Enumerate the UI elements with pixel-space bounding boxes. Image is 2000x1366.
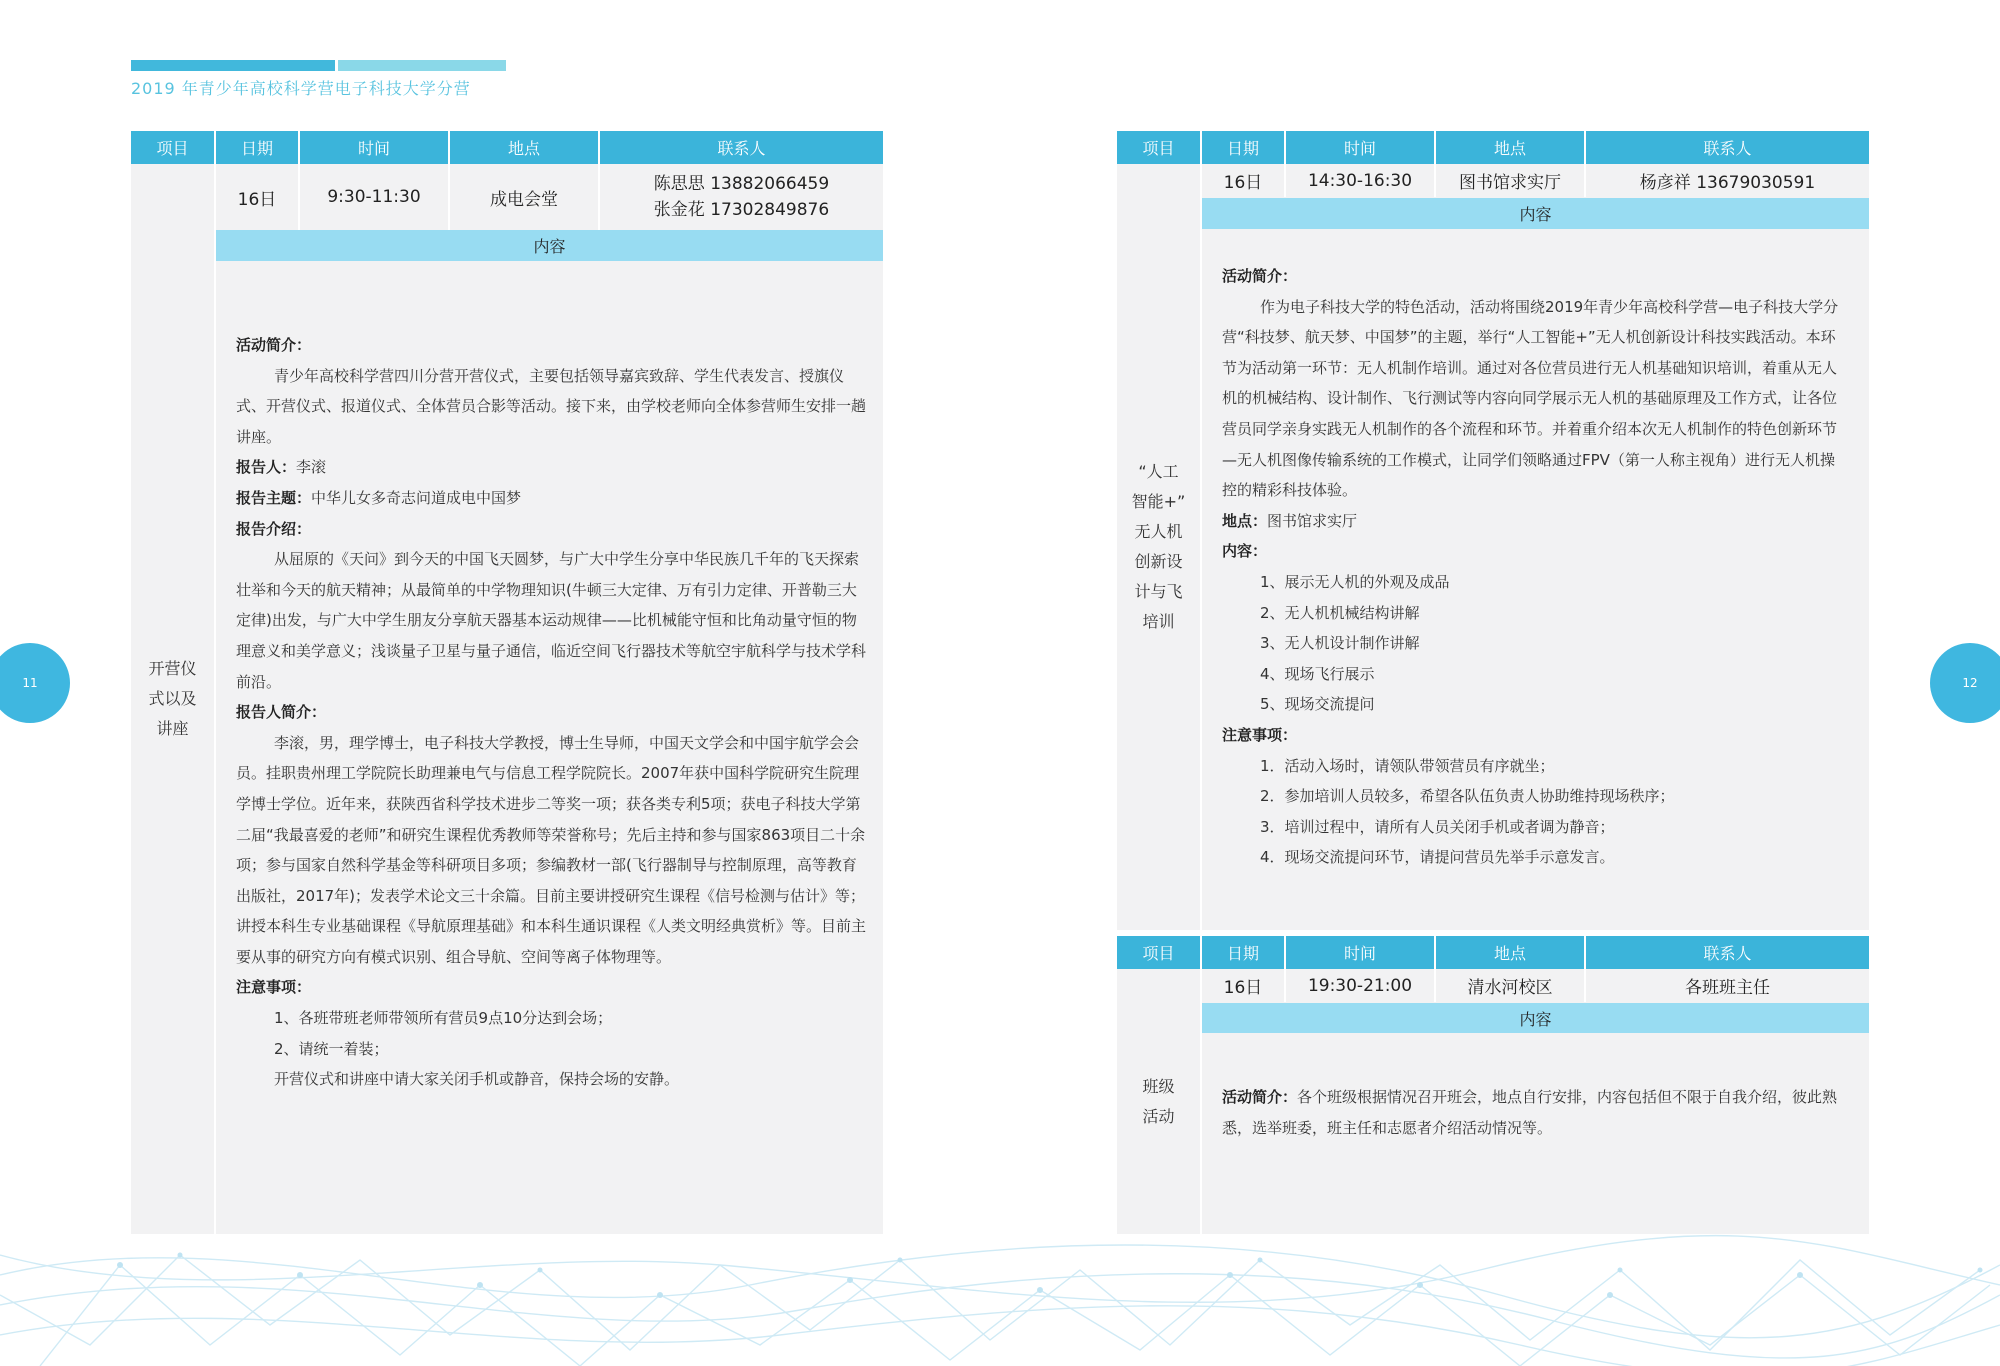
right1-note-item: 3．培训过程中，请所有人员关闭手机或者调为静音；	[1260, 817, 1615, 836]
right1-item-line: 创新设	[1134, 552, 1183, 571]
col-header-item: 项目	[131, 131, 216, 164]
right1-content-label: 内容：	[1222, 542, 1268, 561]
right1-time: 14:30-16:30	[1286, 164, 1436, 197]
right1-item-line: 智能+”	[1131, 492, 1186, 511]
left-content-body	[236, 330, 866, 1095]
right1-content-item: 3、无人机设计制作讲解	[1260, 634, 1420, 653]
left-reporter: 李滚	[296, 458, 327, 477]
right1-intro-label: 活动简介：	[1222, 267, 1298, 285]
right1-content-item: 4、现场飞行展示	[1260, 664, 1375, 683]
header-bar-primary	[131, 60, 335, 71]
right1-note-item: 1．活动入场时，请领队带领营员有序就坐；	[1260, 756, 1555, 775]
left-bio-label: 报告人简介：	[236, 703, 327, 722]
left-note-item: 2、请统一着装；	[274, 1039, 389, 1058]
right2-content-header: 内容	[1202, 1003, 1869, 1033]
right1-content-item: 1、展示无人机的外观及成品	[1260, 572, 1450, 591]
header-bar-secondary	[338, 60, 506, 71]
left-contact-1: 陈思思 13882066459	[653, 174, 830, 194]
right2-time: 19:30-21:00	[1286, 969, 1436, 1002]
right1-intro: 作为电子科技大学的特色活动，活动将围绕2019年青少年高校科学营—电子科技大学分营“科技梦、航天梦、中国梦”的主题，举行“人工智能+”无人机创新设计科技实践活动。本环节为活动第一环节：无人机制作培训。通过对各位营员进行无人机基础知识培训，着重从无人机的机械结构、设计制作、飞行测试等内容向同学展示无人机的基础原理及工作方式，让各位营员同学亲身实践无人机制作的各个流程和环节。并着重介绍本次无人机制作的特色创新环节—无人机图像传输系统的工作模式，让同学们领略通过FPV（第一人称主视角）进行无人机操控的精彩科技体验。	[1222, 297, 1839, 500]
right2-item-name	[1142, 1072, 1174, 1132]
right2-date: 16日	[1202, 969, 1286, 1002]
right1-place: 图书馆求实厅	[1436, 164, 1586, 197]
col-header-contact: 联系人	[717, 139, 766, 158]
left-item-line: 式以及	[148, 689, 197, 708]
left-place: 成电会堂	[450, 164, 600, 230]
left-note-item: 开营仪式和讲座中请大家关闭手机或静音，保持会场的安静。	[274, 1070, 680, 1089]
left-table-header	[131, 131, 883, 164]
left-time: 9:30-11:30	[300, 164, 450, 230]
left-item-line: 讲座	[156, 719, 189, 738]
right2-item-cell	[1117, 969, 1202, 1234]
right2-table-header	[1117, 936, 1869, 969]
right1-note-item: 4．现场交流提问环节，请提问营员先举手示意发言。	[1260, 848, 1615, 867]
right1-content-body	[1222, 261, 1847, 873]
left-content-header: 内容	[216, 230, 883, 261]
right1-item-line: 培训	[1142, 612, 1175, 631]
right1-item-line: “人工	[1138, 462, 1179, 481]
col-header-time: 时间	[300, 131, 450, 164]
right1-item-cell	[1117, 164, 1202, 930]
right2-intro: 各个班级根据情况召开班会，地点自行安排，内容包括但不限于自我介绍，彼此熟悉，选举班委，班主任和志愿者介绍活动情况等。	[1222, 1088, 1838, 1137]
right2-place: 清水河校区	[1436, 969, 1586, 1002]
col-header-item: 项目	[1117, 131, 1202, 164]
left-item-line: 开营仪	[148, 659, 197, 678]
right1-note-item: 2．参加培训人员较多，希望各队伍负责人协助维持现场秩序；	[1260, 787, 1675, 806]
right2-item-line: 班级	[1142, 1076, 1175, 1096]
right1-content-item: 2、无人机机械结构讲解	[1260, 603, 1420, 622]
col-header-contact: 联系人	[1703, 139, 1752, 158]
left-topic-label: 报告主题：	[236, 488, 312, 507]
right1-item-name	[1132, 457, 1186, 637]
left-bio: 李滚，男，理学博士，电子科技大学教授，博士生导师，中国天文学会和中国宇航学会会员。挂职贵州理工学院院长助理兼电气与信息工程学院院长。2007年获中国科学院研究生院理学博士学位。近年来，获陕西省科学技术进步二等奖一项；获各类专利5项；获电子科技大学第二届“我最喜爱的老师”和研究生课程优秀教师等荣誉称号；先后主持和参与国家863项目二十余项；参与国家自然科学基金等科研项目多项；参编教材一部(飞行器制导与控制原理，高等教育出版社，2017年)；发表学术论文三十余篇。目前主要讲授研究生课程《信号检测与估计》等；讲授本科生专业基础课程《导航原理基础》和本科生通识课程《人类文明经典赏析》等。目前主要从事的研究方向有模式识别、组合导航、空间等离子体物理等。	[236, 733, 867, 966]
left-report-intro-label: 报告介绍：	[236, 519, 312, 538]
col-header-date: 日期	[216, 131, 300, 164]
right1-content-header: 内容	[1202, 198, 1869, 229]
col-header-place: 地点	[1436, 936, 1586, 969]
right1-contact: 杨彦祥 13679030591	[1639, 173, 1816, 193]
left-report-intro: 从屈原的《天问》到今天的中国飞天圆梦，与广大中学生分享中华民族几千年的飞天探索壮举和今天的航天精神；从最简单的中学物理知识(牛顿三大定律、万有引力定律、开普勒三大定律)出发，与广大中学生朋友分享航天器基本运动规律——比机械能守恒和比角动量守恒的物理意义和美学意义；浅谈量子卫星与量子通信，临近空间飞行器技术等航空宇航科学与技术学科前沿。	[236, 550, 867, 691]
right2-contact: 各班班主任	[1685, 978, 1770, 998]
right1-table-header	[1117, 131, 1869, 164]
left-contact-2: 张金花 17302849876	[653, 200, 830, 220]
right1-place-label: 地点：	[1222, 511, 1268, 530]
col-header-time: 时间	[1286, 936, 1436, 969]
page-number-left: 11	[0, 643, 70, 723]
decorative-network-wave	[0, 1225, 2000, 1366]
col-header-place: 地点	[1436, 131, 1586, 164]
col-header-date: 日期	[1202, 936, 1286, 969]
col-header-time: 时间	[1286, 131, 1436, 164]
page-number-right: 12	[1930, 643, 2000, 723]
right2-item-line: 活动	[1142, 1106, 1175, 1126]
right1-values-row	[1202, 164, 1869, 197]
right1-item-line: 无人机	[1134, 522, 1183, 541]
right1-item-line: 计与飞	[1134, 582, 1183, 601]
left-intro: 青少年高校科学营四川分营开营仪式，主要包括领导嘉宾致辞、学生代表发言、授旗仪式、开营仪式、报道仪式、全体营员合影等活动。接下来，由学校老师向全体参营师生安排一趟讲座。	[236, 366, 867, 446]
right1-content-item: 5、现场交流提问	[1260, 695, 1375, 714]
left-date: 16日	[216, 164, 300, 230]
left-topic: 中华儿女多奇志问道成电中国梦	[311, 488, 522, 507]
right2-intro-label: 活动简介：	[1222, 1088, 1298, 1106]
page-header-title: 2019 年青少年高校科学营电子科技大学分营	[131, 79, 471, 98]
right1-notes-label: 注意事项：	[1222, 725, 1298, 744]
left-values-row	[216, 164, 883, 230]
right2-values-row	[1202, 969, 1869, 1002]
col-header-item: 项目	[1117, 936, 1202, 969]
left-notes-label: 注意事项：	[236, 978, 312, 997]
left-reporter-label: 报告人：	[236, 458, 297, 477]
left-intro-label: 活动简介：	[236, 336, 312, 354]
left-contacts	[600, 164, 883, 230]
right2-content-body	[1222, 1082, 1847, 1143]
col-header-contact: 联系人	[1703, 944, 1752, 963]
right1-place-text: 图书馆求实厅	[1267, 511, 1358, 530]
left-item-cell	[131, 164, 216, 1234]
col-header-place: 地点	[450, 131, 600, 164]
left-item-name	[148, 654, 196, 744]
left-note-item: 1、各班带班老师带领所有营员9点10分达到会场；	[274, 1009, 613, 1028]
col-header-date: 日期	[1202, 131, 1286, 164]
right1-date: 16日	[1202, 164, 1286, 197]
